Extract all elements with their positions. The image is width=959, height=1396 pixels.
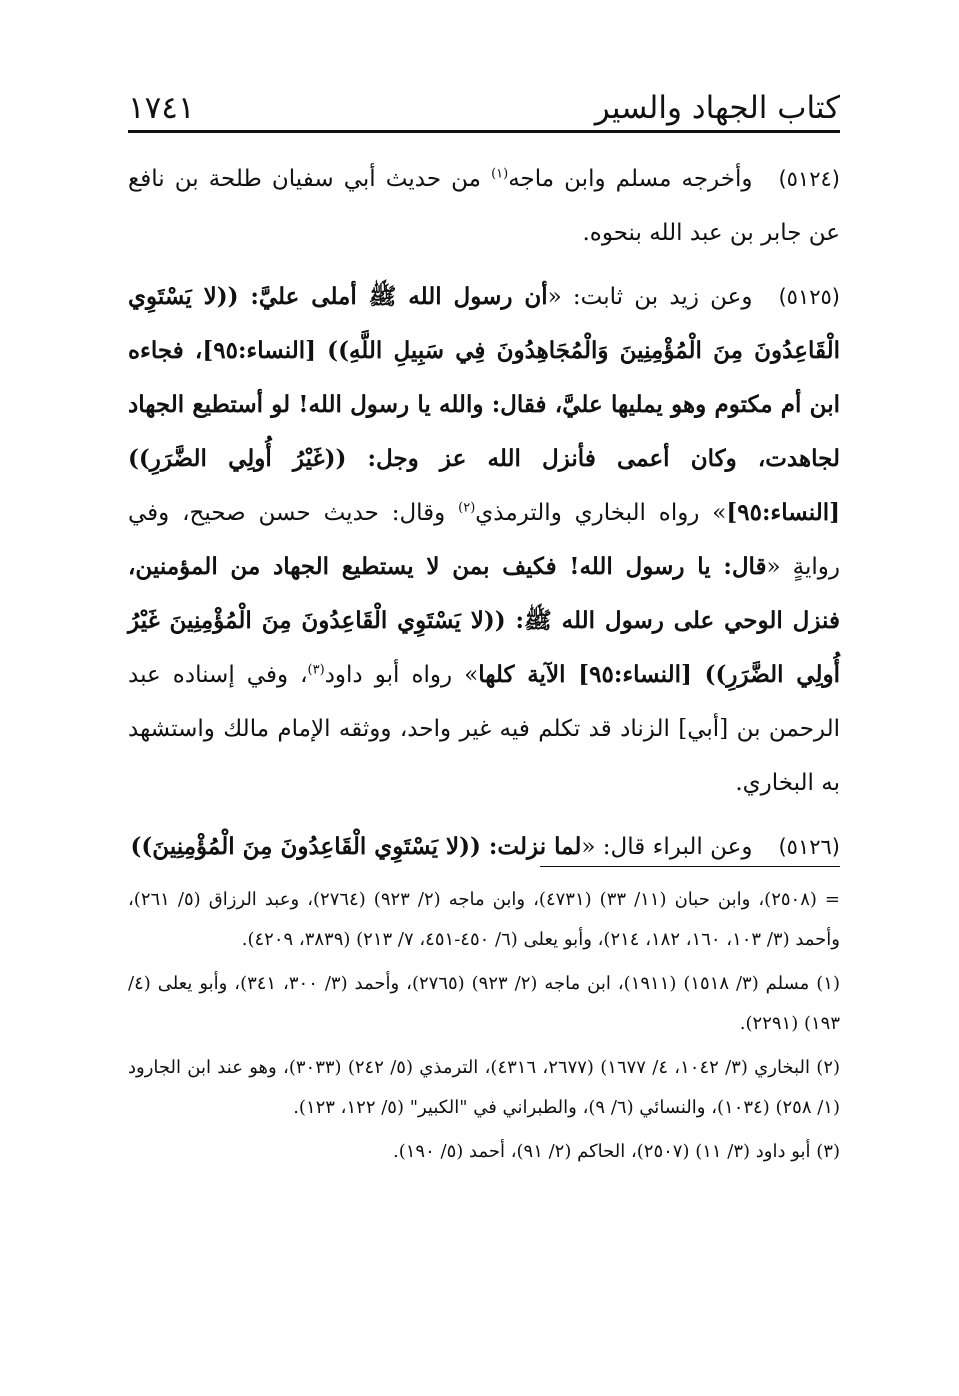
hadith-matn: لما نزلت: ((لا يَسْتَوِي الْقَاعِدُونَ مِنَ الْمُؤْمِنِينَ)) <box>130 833 582 860</box>
hadith-matn: قال: يا رسول الله! فكيف بمن لا يستطيع الجهاد من المؤمنين، فنزل الوحي على رسول الله ﷺ: ((لا يَسْتَوِي الْقَاعِدُونَ مِنَ الْمُؤْمِنِينَ غَيْرُ أُولِي الضَّرَرِ)) [النساء:٩٥] الآية كلها <box>128 553 840 688</box>
footnote-separator <box>540 866 840 867</box>
page-header <box>128 80 840 133</box>
hadith-number: (٥١٢٥) <box>778 285 840 309</box>
hadith-number: (٥١٢٤) <box>778 167 840 191</box>
hadith-5125 <box>128 270 840 810</box>
hadith-text: وقال: حديث حسن صحيح، وفي روايةٍ « <box>128 500 840 580</box>
hadith-text: من حديث أبي سفيان طلحة بن نافع عن جابر بن عبد الله بنحوه. <box>128 166 840 246</box>
footnote-ref: (٣) <box>307 662 325 678</box>
hadith-number: (٥١٢٦) <box>778 835 840 859</box>
footnote-ref: (٢) <box>458 500 476 516</box>
footnote-continuation: = (٢٥٠٨)، وابن حبان (١١/ ٣٣) (٤٧٣١)، وابن ماجه (٢/ ٩٢٣) (٢٧٦٤)، وعبد الرزاق (٥/ ٢٦١)، وأحمد (٣/ ١٠٣، ١٦٠، ١٨٢، ٢١٤)، وأبو يعلى (٦/ ٤٥٠-٤٥١، ٧/ ٢١٣) (٣٨٣٩، ٤٢٠٩). <box>128 889 841 950</box>
footnote-3: (٣) أبو داود (٣/ ١١) (٢٥٠٧)، الحاكم (٢/ ٩١)، أحمد (٥/ ١٩٠). <box>393 1141 840 1162</box>
footnote-ref: (١) <box>491 166 509 182</box>
hadith-matn: أن رسول الله ﷺ أملى عليَّ: ((لا يَسْتَوِي الْقَاعِدُونَ مِنَ الْمُؤْمِنِينَ وَالْمُجَاهِدُونَ فِي سَبِيلِ اللَّهِ)) [النساء:٩٥]، فجاءه ابن أم مكتوم وهو يمليها عليَّ، فقال: والله يا رسول الله! لو أستطيع الجهاد لجاهدت، وكان أعمى فأنزل الله عز وجل: ((غَيْرُ أُولِي الضَّرَرِ)) [النساء:٩٥] <box>128 283 840 526</box>
hadith-text: » رواه البخاري والترمذي <box>475 500 727 526</box>
page-number: ١٧٤١ <box>128 90 195 126</box>
hadith-text: وعن زيد بن ثابت: « <box>547 284 753 310</box>
main-text <box>128 152 840 884</box>
hadith-5124 <box>128 152 840 260</box>
hadith-text: وأخرجه مسلم وابن ماجه <box>508 166 753 192</box>
footnotes <box>128 880 840 1176</box>
book-title: كتاب الجهاد والسير <box>594 90 840 126</box>
footnote-1: (١) مسلم (٣/ ١٥١٨) (١٩١١)، ابن ماجه (٢/ ٩٢٣) (٢٧٦٥)، وأحمد (٣/ ٣٠٠، ٣٤١)، وأبو يعلى (٤/ ١٩٣) (٢٢٩١). <box>128 973 840 1034</box>
hadith-text: ، وفي إسناده عبد الرحمن بن [أبي] الزناد قد تكلم فيه غير واحد، ووثقه الإمام مالك واستشهد به البخاري. <box>128 662 840 796</box>
hadith-text: » رواه أبو داود <box>324 662 479 688</box>
footnote-2: (٢) البخاري (٣/ ١٠٤٢، ٤/ ١٦٧٧) (٢٦٧٧، ٤٣١٦)، الترمذي (٥/ ٢٤٢) (٣٠٣٣)، وهو عند ابن الجارود (١/ ٢٥٨) (١٠٣٤)، والنسائي (٦/ ٩)، والطبراني في "الكبير" (٥/ ١٢٢، ١٢٣). <box>128 1057 841 1118</box>
hadith-text: وعن البراء قال: « <box>581 834 753 860</box>
